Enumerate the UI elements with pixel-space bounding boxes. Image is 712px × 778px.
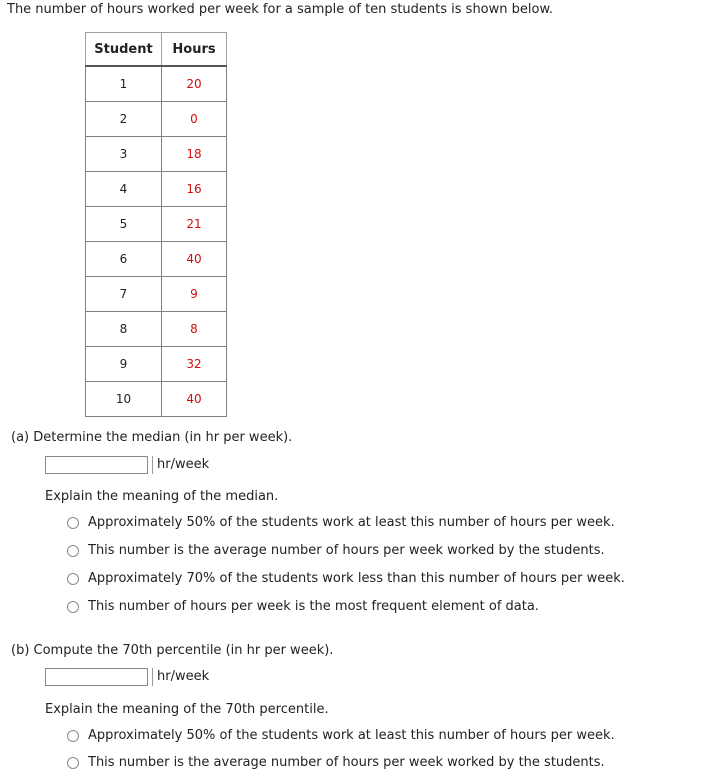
table-row <box>86 242 227 277</box>
student-cell: 6 <box>86 242 162 277</box>
table-row <box>86 66 227 102</box>
hours-cell: 32 <box>162 347 227 382</box>
median-input[interactable] <box>45 456 148 474</box>
radio-button[interactable] <box>67 601 79 613</box>
table-row <box>86 207 227 242</box>
option-text: This number is the average number of hours per week worked by the students. <box>88 543 605 558</box>
part-b-explain: Explain the meaning of the 70th percentile. <box>45 702 329 717</box>
hours-cell: 16 <box>162 172 227 207</box>
student-cell: 8 <box>86 312 162 347</box>
median-option-2[interactable] <box>67 543 605 558</box>
table-row <box>86 382 227 417</box>
hours-cell: 18 <box>162 137 227 172</box>
part-a-label: (a) Determine the median (in hr per week). <box>11 430 293 445</box>
hours-cell: 9 <box>162 277 227 312</box>
hours-cell: 21 <box>162 207 227 242</box>
student-cell: 5 <box>86 207 162 242</box>
radio-button[interactable] <box>67 757 79 769</box>
option-text: This number is the average number of hours per week worked by the students. <box>88 755 605 770</box>
student-cell: 9 <box>86 347 162 382</box>
median-option-3[interactable] <box>67 571 625 586</box>
hours-cell: 8 <box>162 312 227 347</box>
table-row <box>86 347 227 382</box>
radio-button[interactable] <box>67 573 79 585</box>
hours-cell: 40 <box>162 382 227 417</box>
student-cell: 10 <box>86 382 162 417</box>
radio-button[interactable] <box>67 730 79 742</box>
percentile-unit: hr/week <box>152 668 209 686</box>
percentile-option-2[interactable] <box>67 755 605 770</box>
hours-cell: 40 <box>162 242 227 277</box>
radio-button[interactable] <box>67 517 79 529</box>
table-row <box>86 102 227 137</box>
percentile-option-1[interactable] <box>67 728 615 743</box>
student-cell: 4 <box>86 172 162 207</box>
hours-cell: 20 <box>162 66 227 102</box>
option-text: Approximately 70% of the students work less than this number of hours per week. <box>88 571 625 586</box>
percentile-input[interactable] <box>45 668 148 686</box>
option-text: Approximately 50% of the students work at least this number of hours per week. <box>88 728 615 743</box>
student-cell: 7 <box>86 277 162 312</box>
option-text: This number of hours per week is the most frequent element of data. <box>88 599 539 614</box>
part-a-explain: Explain the meaning of the median. <box>45 489 279 504</box>
table-row <box>86 137 227 172</box>
hours-cell: 0 <box>162 102 227 137</box>
table-row <box>86 312 227 347</box>
table-row <box>86 172 227 207</box>
hours-table <box>85 32 227 417</box>
header-student: Student <box>86 33 162 67</box>
radio-button[interactable] <box>67 545 79 557</box>
option-text: Approximately 50% of the students work at least this number of hours per week. <box>88 515 615 530</box>
student-cell: 2 <box>86 102 162 137</box>
part-b-label: (b) Compute the 70th percentile (in hr per week). <box>11 643 334 658</box>
student-cell: 3 <box>86 137 162 172</box>
student-cell: 1 <box>86 66 162 102</box>
median-unit: hr/week <box>152 456 209 474</box>
intro-text: The number of hours worked per week for a sample of ten students is shown below. <box>7 2 554 17</box>
table-header-row <box>86 33 227 67</box>
median-option-1[interactable] <box>67 515 615 530</box>
median-option-4[interactable] <box>67 599 539 614</box>
header-hours: Hours <box>162 33 227 67</box>
table-row <box>86 277 227 312</box>
